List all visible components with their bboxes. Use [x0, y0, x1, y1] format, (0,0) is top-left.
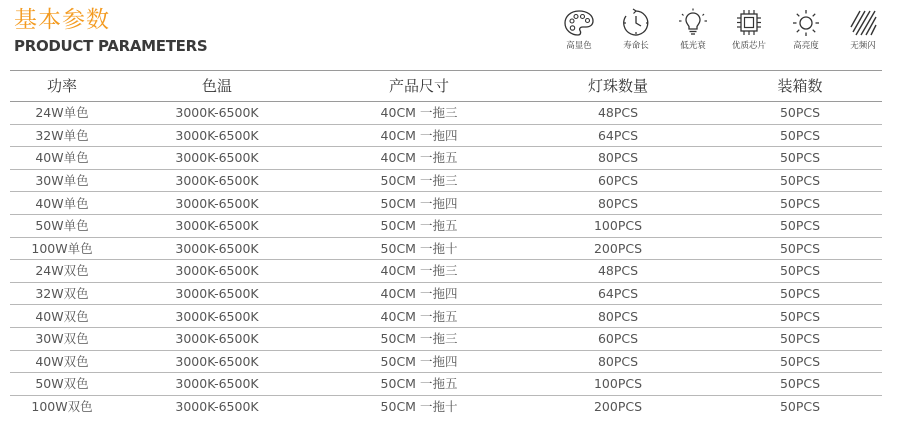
table-row: [10, 169, 882, 192]
table-row: [10, 327, 882, 350]
table-row: [10, 373, 882, 396]
col-header-led-count: 灯珠数量: [518, 70, 718, 102]
cell-size: 50CM 一拖三: [320, 169, 518, 192]
cell-power: 100W双色: [31, 399, 93, 415]
feature-label: 低光衰: [680, 41, 706, 51]
cell-carton-qty: 50PCS: [718, 102, 882, 125]
table-row: [10, 102, 882, 125]
feature-quality-chip: [721, 8, 777, 51]
cell-size: 50CM 一拖三: [320, 327, 518, 350]
feature-high-cri: [551, 8, 607, 51]
cell-power: 50W双色: [10, 373, 114, 396]
cell-size: 40CM 一拖五: [320, 147, 518, 170]
cell-power: 100W单色: [10, 237, 114, 260]
cell-color-temp: 3000K-6500K: [114, 192, 320, 215]
cell-power: 24W双色: [10, 260, 114, 283]
cell-color-temp: 3000K-6500K: [114, 350, 320, 373]
cell-power: 24W单色: [10, 102, 114, 125]
cell-carton-qty: 50PCS: [718, 305, 882, 328]
cell-carton-qty: 50PCS: [718, 327, 882, 350]
cell-led-count: 60PCS: [518, 327, 718, 350]
cell-color-temp: 3000K-6500K: [114, 237, 320, 260]
table-row: [10, 305, 882, 328]
feature-label: 寿命长: [623, 41, 649, 51]
cell-size: 50CM 一拖十: [380, 399, 458, 415]
col-header-carton-qty: 装箱数: [718, 70, 882, 102]
cell-size: 40CM 一拖四: [320, 124, 518, 147]
table-row: [10, 124, 882, 147]
cell-carton-qty: 50PCS: [718, 214, 882, 237]
cell-power: 32W双色: [10, 282, 114, 305]
cell-carton-qty: 50PCS: [718, 192, 882, 215]
cell-carton-qty: 50PCS: [779, 399, 821, 415]
cell-size: 40CM 一拖四: [320, 282, 518, 305]
cell-size: 50CM 一拖四: [320, 350, 518, 373]
cell-led-count: 100PCS: [518, 214, 718, 237]
cell-size: 50CM 一拖四: [320, 192, 518, 215]
table-row: [10, 147, 882, 170]
cell-color-temp: 3000K-6500K: [114, 282, 320, 305]
cell-power: 50W单色: [10, 214, 114, 237]
cell-power: 40W单色: [10, 192, 114, 215]
feature-long-life: [608, 8, 664, 51]
feature-label: 无频闪: [850, 41, 876, 51]
feature-label: 优质芯片: [731, 41, 766, 51]
cell-led-count: 100PCS: [518, 373, 718, 396]
chip-icon: [732, 8, 766, 38]
page-title-cn: 基本参数: [14, 7, 110, 33]
cell-led-count: 80PCS: [518, 147, 718, 170]
cell-led-count: 48PCS: [518, 102, 718, 125]
cell-size: 40CM 一拖五: [320, 305, 518, 328]
table-row: [10, 350, 882, 373]
no-flicker-icon: [846, 8, 880, 38]
cell-size: 50CM 一拖五: [320, 214, 518, 237]
cell-power: 40W双色: [10, 350, 114, 373]
cell-color-temp: 3000K-6500K: [114, 214, 320, 237]
cell-led-count: 64PCS: [518, 282, 718, 305]
cell-size: 50CM 一拖五: [320, 373, 518, 396]
cell-power: 40W双色: [10, 305, 114, 328]
table-row: [10, 214, 882, 237]
cell-color-temp: 3000K-6500K: [114, 305, 320, 328]
table-row: [10, 282, 882, 305]
cell-carton-qty: 50PCS: [718, 147, 882, 170]
cell-power: 30W双色: [10, 327, 114, 350]
table-header-row: [10, 70, 882, 102]
cell-size: 40CM 一拖三: [320, 102, 518, 125]
cell-carton-qty: 50PCS: [718, 282, 882, 305]
table-body: [10, 102, 882, 418]
col-header-color-temp: 色温: [114, 70, 320, 102]
cell-color-temp: 3000K-6500K: [114, 327, 320, 350]
sun-icon: [789, 8, 823, 38]
clock-icon: [619, 8, 653, 38]
cell-led-count: 60PCS: [518, 169, 718, 192]
col-header-power: 功率: [10, 70, 114, 102]
feature-label: 高亮度: [793, 41, 819, 51]
palette-icon: [562, 8, 596, 38]
cell-led-count: 200PCS: [518, 237, 718, 260]
cell-power: 32W单色: [10, 124, 114, 147]
table-row: [10, 237, 882, 260]
cell-led-count: 64PCS: [518, 124, 718, 147]
cell-color-temp: 3000K-6500K: [175, 399, 259, 415]
cell-size: 50CM 一拖十: [320, 237, 518, 260]
page-title-en: PRODUCT PARAMETERS: [14, 37, 208, 55]
cell-power: 40W单色: [10, 147, 114, 170]
feature-high-brightness: [778, 8, 834, 51]
cell-color-temp: 3000K-6500K: [114, 147, 320, 170]
cell-color-temp: 3000K-6500K: [114, 260, 320, 283]
cell-carton-qty: 50PCS: [718, 373, 882, 396]
cell-led-count: 200PCS: [593, 399, 643, 415]
bulb-icon: [676, 8, 710, 38]
feature-no-flicker: [835, 8, 891, 51]
cell-led-count: 48PCS: [518, 260, 718, 283]
cell-led-count: 80PCS: [518, 192, 718, 215]
feature-icons: [551, 8, 891, 58]
table-row: [10, 395, 882, 417]
col-header-size: 产品尺寸: [320, 70, 518, 102]
cell-power: 30W单色: [10, 169, 114, 192]
cell-size: 40CM 一拖三: [320, 260, 518, 283]
cell-color-temp: 3000K-6500K: [114, 169, 320, 192]
cell-carton-qty: 50PCS: [718, 124, 882, 147]
cell-led-count: 80PCS: [518, 305, 718, 328]
cell-carton-qty: 50PCS: [718, 350, 882, 373]
feature-low-decay: [665, 8, 721, 51]
cell-color-temp: 3000K-6500K: [114, 124, 320, 147]
cell-color-temp: 3000K-6500K: [114, 102, 320, 125]
cell-carton-qty: 50PCS: [718, 237, 882, 260]
cell-carton-qty: 50PCS: [718, 169, 882, 192]
cell-led-count: 80PCS: [518, 350, 718, 373]
parameters-table: [10, 70, 882, 417]
table-row: [10, 192, 882, 215]
feature-label: 高显色: [566, 41, 592, 51]
cell-color-temp: 3000K-6500K: [114, 373, 320, 396]
table-row: [10, 260, 882, 283]
cell-carton-qty: 50PCS: [718, 260, 882, 283]
